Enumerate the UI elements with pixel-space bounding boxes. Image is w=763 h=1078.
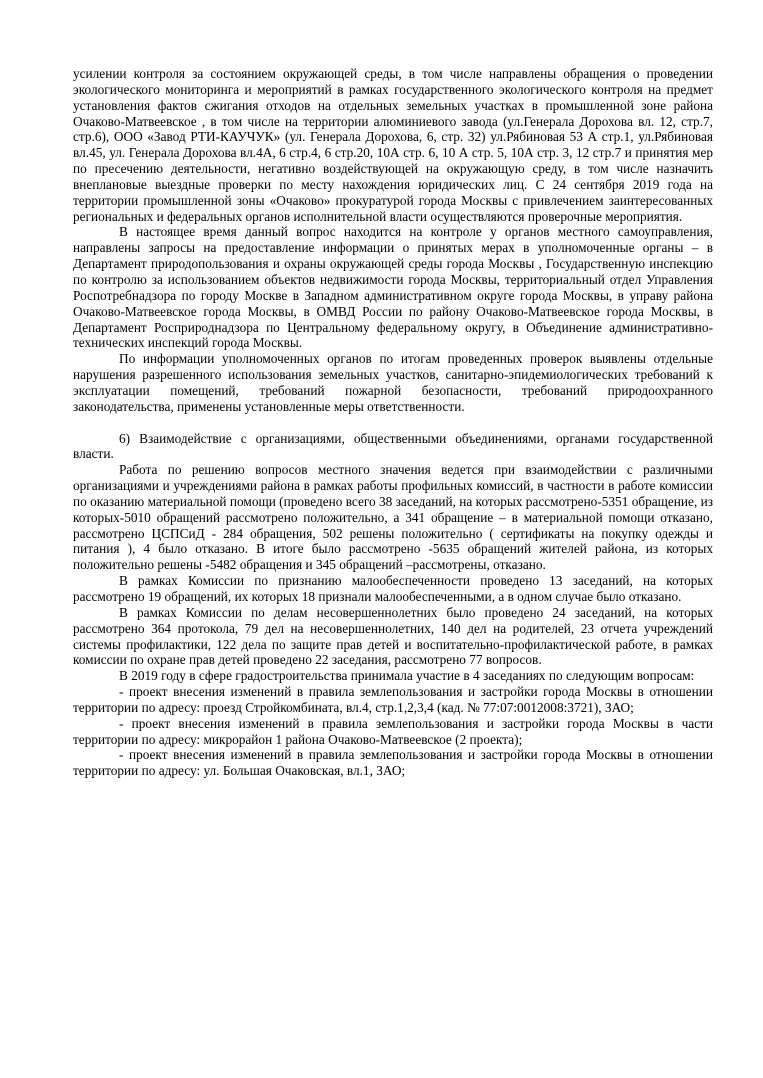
paragraph-material-aid-commission: Работа по решению вопросов местного значения ведется при взаимодействии с различными организациями и учреждениями района в рамках работы профильных комиссий, в частности в работе комиссии по оказанию материальной помощи (проведено всего 38 заседаний, на которых рассмотрено-5351 обращение, из которых-5010 обращений рассмотрено положительно, а 341 обращение – в материальной помощи отказано, рассмотрено ЦСПСиД - 284 обращения, 502 решены положительно ( сертификаты на покупку одежды и питания ), 4 было отказано. В итоге было рассмотрено -5635 обращений жителей района, из которых положительно решены -5482 обращения и 345 обращений –рассмотрены, отказано. (73, 462, 713, 573)
paragraph-minors-commission: В рамках Комиссии по делам несовершеннолетних было проведено 24 заседаний, на которых рассмотрено 364 протокола, 79 дел на несовершеннолетних, 140 дел на родителей, 23 отчета учреждений системы профилактики, 122 дела по защите прав детей и воспитательно-профилактической работе, в рамках комиссии по охране прав детей проведено 22 заседания, рассмотрено 77 вопросов. (73, 604, 713, 668)
section-spacer (73, 415, 713, 431)
paragraph-inspection-results: По информации уполномоченных органов по итогам проведенных проверок выявлены отдельные нарушения разрешенного использования земельных участков, санитарно-эпидемиологических требований к эксплуатации помещений, требований пожарной безопасности, требований природоохранного законодательства, применены установленные меры ответственности. (73, 351, 713, 414)
paragraph-local-government-control: В настоящее время данный вопрос находится на контроле у органов местного самоуправления, направлены запросы на предоставление информации о принятых мерах в уполномоченные органы – в Департамент природопользования и охраны окружающей среды города Москвы , Государственную инспекцию по контролю за использованием объектов недвижимости города Москвы, территориальный отдел Управления Роспотребнадзора по городу Москве в Западном административном округе города Москвы, в управу района Очаково-Матвеевское города Москвы, в ОМВД России по району Очаково-Матвеевское города Москвы, в Департамент Росприроднадзора по Центральному федеральному округу, в Объединение административно-технических инспекций города Москвы. (73, 224, 713, 351)
paragraph-low-income-commission: В рамках Комиссии по признанию малообеспеченности проведено 13 заседаний, на которых рассмотрено 19 обращений, их которых 18 признали малообеспеченными, а в одном случае было отказано. (73, 573, 713, 604)
section-heading-interaction: 6) Взаимодействие с организациями, общественными объединениями, органами государственной власти. (73, 430, 713, 462)
paragraph-urban-planning: В 2019 году в сфере градостроительства принимала участие в 4 заседаниях по следующим вопросам: (119, 668, 695, 684)
list-item: - проект внесения изменений в правила землепользования и застройки города Москвы в части территории по адресу: микрорайон 1 района Очаково-Матвеевское (2 проекта); (73, 715, 713, 747)
list-item: - проект внесения изменений в правила землепользования и застройки города Москвы в отношении территории по адресу: ул. Большая Очаковская, вл.1, ЗАО; (73, 747, 713, 779)
paragraph-ecological-control: усилении контроля за состоянием окружающей среды, в том числе направлены обращения о проведении экологического мониторинга и мероприятий в рамках государственного экологического контроля на предмет установления фактов сжигания отходов на отдельных земельных участках в промышленной зоне района Очаково-Матвеевское , в том числе на территории алюминиевого завода (ул.Генерала Дорохова вл. 12, стр.7, стр.6), ООО «Завод РТИ-КАУЧУК» (ул. Генерала Дорохова, 6, стр. 32) ул.Рябиновая 53 А стр.1, ул.Рябиновая вл.45, ул. Генерала Дорохова вл.4А, 6 стр.4, 6 стр.20, 10А стр. 6, 10 А стр. 5, 10А стр. 3, 12 стр.7 и принятия мер по пресечению деятельности, негативно воздействующей на окружающую среду, в том числе назначить внеплановые выездные проверки по месту нахождения юридических лиц. С 24 сентября 2019 года на территории промышленной зоны «Очаково» прокуратурой города Москвы с привлечением заинтересованных региональных и федеральных органов исполнительной власти осуществляются проверочные мероприятия. (73, 66, 713, 224)
list-item: - проект внесения изменений в правила землепользования и застройки города Москвы в отношении территории по адресу: проезд Стройкомбината, вл.4, стр.1,2,3,4 (кад. № 77:07:0012008:3721), ЗАО; (73, 684, 713, 715)
document-page (73, 66, 713, 779)
